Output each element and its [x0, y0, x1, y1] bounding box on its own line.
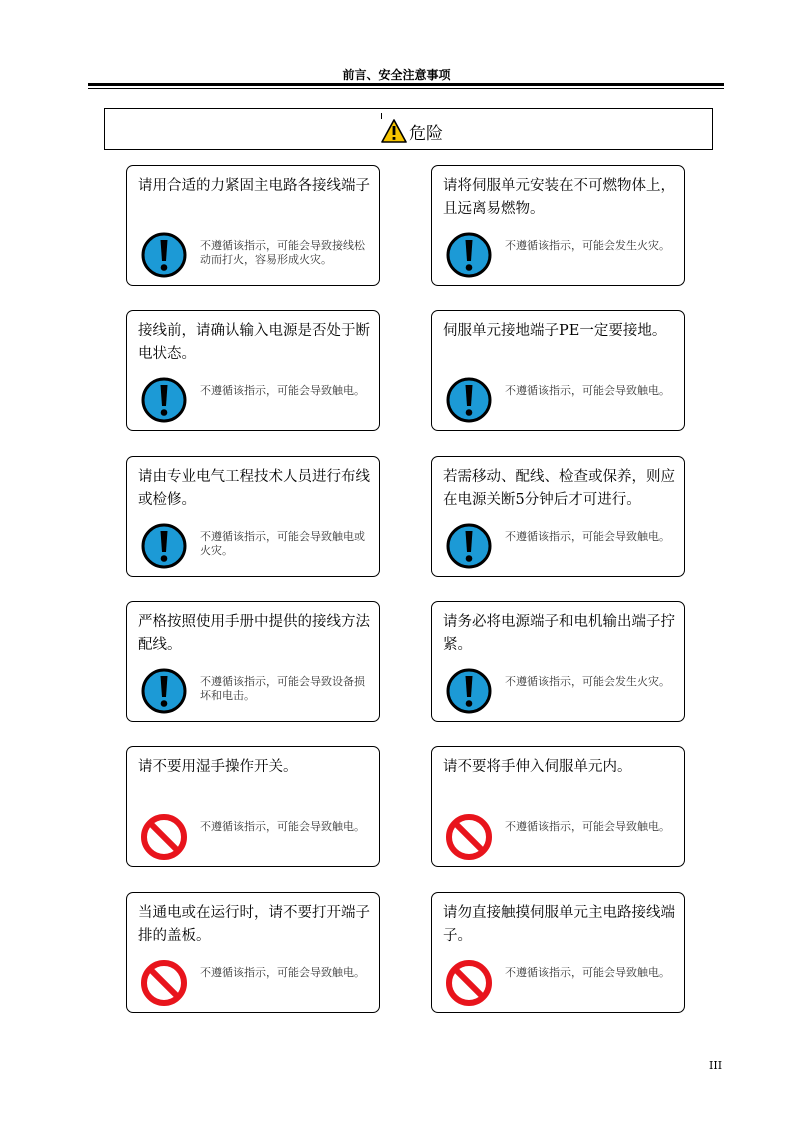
safety-card [431, 892, 685, 1013]
page-number: III [709, 1059, 723, 1072]
safety-card [431, 746, 685, 867]
card-title: 接线前，请确认输入电源是否处于断电状态。 [138, 323, 370, 362]
card-title: 请用合适的力紧固主电路各接线端子 [138, 178, 370, 194]
exclamation-icon [445, 231, 493, 279]
card-title: 请将伺服单元安装在不可燃物体上，且远离易燃物。 [443, 178, 675, 217]
exclamation-icon [140, 376, 188, 424]
safety-card [431, 456, 685, 577]
exclamation-icon [140, 667, 188, 715]
card-note: 不遵循该指示，可能会发生火灾。 [505, 675, 670, 688]
card-title: 严格按照使用手册中提供的接线方法配线。 [138, 614, 370, 653]
card-title: 请不要用湿手操作开关。 [138, 759, 298, 775]
card-note: 不遵循该指示，可能会导致触电。 [505, 384, 670, 397]
prohibition-icon [140, 959, 188, 1007]
exclamation-icon [140, 522, 188, 570]
safety-card [126, 601, 380, 722]
card-title: 请勿直接触摸伺服单元主电路接线端子。 [443, 905, 675, 944]
safety-card [126, 892, 380, 1013]
card-title: 当通电或在运行时，请不要打开端子排的盖板。 [138, 905, 370, 944]
header-rule-thin [88, 88, 724, 89]
danger-label: 危险 [409, 123, 443, 144]
card-title: 请不要将手伸入伺服单元内。 [443, 759, 632, 775]
card-note: 不遵循该指示，可能会导致触电或火灾。 [200, 530, 365, 557]
card-title: 伺服单元接地端子PE一定要接地。 [443, 323, 667, 339]
card-note: 不遵循该指示，可能会导致触电。 [505, 530, 670, 543]
card-note: 不遵循该指示，可能会导致触电。 [200, 820, 365, 833]
card-note: 不遵循该指示，可能会导致触电。 [505, 966, 670, 979]
card-note: 不遵循该指示，可能会导致触电。 [505, 820, 670, 833]
card-note: 不遵循该指示，可能会导致触电。 [200, 384, 365, 397]
header-rule-thick [88, 83, 724, 86]
card-title: 若需移动、配线、检查或保养，则应在电源关断5分钟后才可进行。 [443, 469, 675, 508]
prohibition-icon [140, 813, 188, 861]
page-header-title: 前言、安全注意事项 [342, 68, 451, 82]
card-note: 不遵循该指示，可能会导致设备损坏和电击。 [200, 675, 365, 702]
card-note: 不遵循该指示，可能会发生火灾。 [505, 239, 670, 252]
card-note: 不遵循该指示，可能会导致接线松动而打火，容易形成火灾。 [200, 239, 365, 266]
exclamation-icon [140, 231, 188, 279]
safety-card [431, 601, 685, 722]
safety-card [126, 456, 380, 577]
warning-triangle-icon [381, 119, 407, 143]
danger-banner-content [381, 118, 443, 144]
prohibition-icon [445, 813, 493, 861]
card-note: 不遵循该指示，可能会导致触电。 [200, 966, 365, 979]
safety-card [431, 310, 685, 431]
safety-card [126, 165, 380, 286]
card-title: 请务必将电源端子和电机输出端子拧紧。 [443, 614, 675, 653]
safety-card [431, 165, 685, 286]
safety-card [126, 746, 380, 867]
exclamation-icon [445, 522, 493, 570]
exclamation-icon [445, 667, 493, 715]
prohibition-icon [445, 959, 493, 1007]
exclamation-icon [445, 376, 493, 424]
safety-card [126, 310, 380, 431]
card-title: 请由专业电气工程技术人员进行布线或检修。 [138, 469, 370, 508]
